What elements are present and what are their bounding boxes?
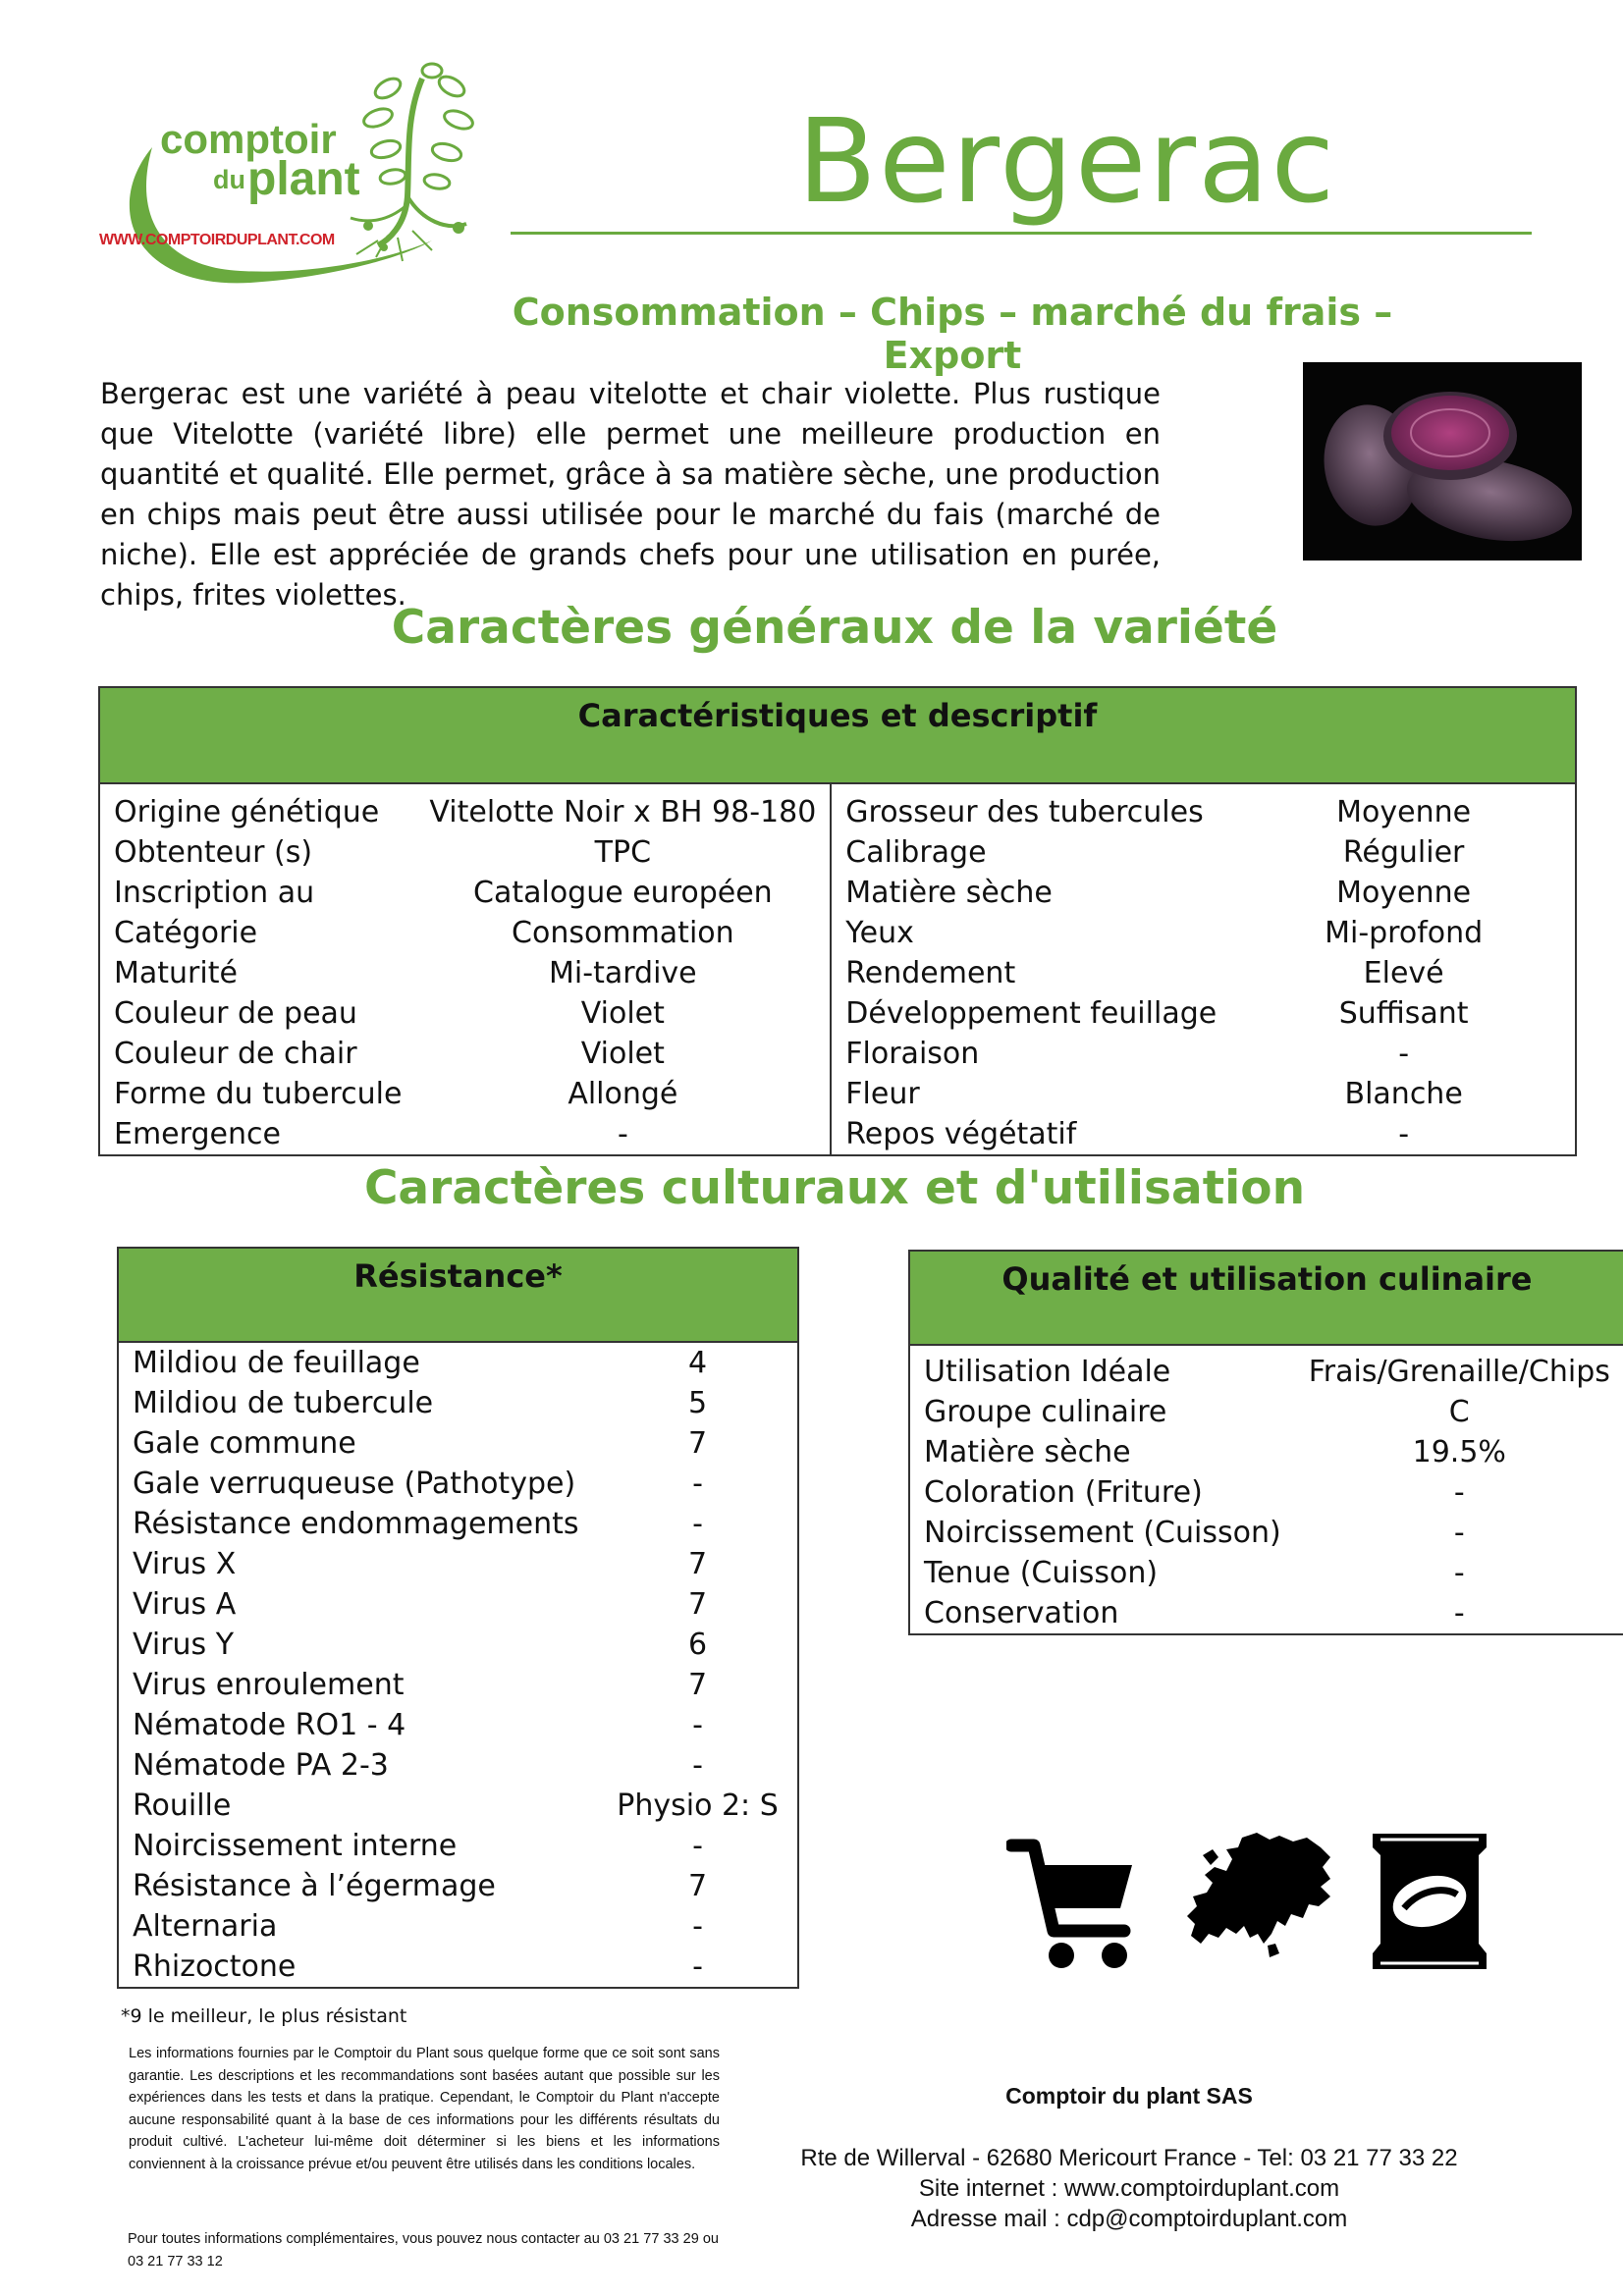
table-cell: - <box>692 1467 703 1501</box>
table-cell: - <box>1398 1117 1410 1151</box>
table-cell: Calibrage <box>845 835 987 870</box>
table-cell: - <box>1453 1596 1465 1630</box>
table-row <box>99 1074 1576 1114</box>
table-row <box>909 1513 1623 1553</box>
table-cell: Suffisant <box>1338 996 1469 1031</box>
table-cell: Floraison <box>845 1037 980 1071</box>
table-row <box>909 1345 1623 1392</box>
table-row <box>118 1906 798 1947</box>
table-cell: 7 <box>687 1547 708 1581</box>
company-email: Adresse mail : cdp@comptoirduplant.com <box>910 2206 1348 2232</box>
table-cell: Yeux <box>845 916 914 950</box>
table-row <box>118 1625 798 1665</box>
table-cell: Matière sèche <box>845 876 1053 910</box>
resistance-table-header: Résistance* <box>118 1248 798 1342</box>
table-row <box>99 1034 1576 1074</box>
table-cell: Coloration (Friture) <box>924 1475 1203 1510</box>
table-row <box>118 1947 798 1988</box>
table-cell: Rhizoctone <box>133 1949 297 1984</box>
intro-paragraph: Bergerac est une variété à peau vitelotte et chair violette. Plus rustique que Vitelotte (variété libre) elle permet une meilleure production en quantité et qualité. Elle permet, grâce à sa matière sèche, une production en chips mais peut être aussi utilisée pour le marché du fais (marché de niche). Elle est appréciée de grands chefs pour une utilisation en purée, chips, frites violettes. <box>100 377 1161 612</box>
table-cell: Résistance endommagements <box>133 1507 579 1541</box>
table-cell: Moyenne <box>1336 795 1472 829</box>
table-cell: Fleur <box>845 1077 920 1111</box>
table-cell: Inscription au <box>114 876 315 910</box>
table-cell: Régulier <box>1342 835 1465 870</box>
table-cell: 7 <box>687 1426 708 1461</box>
logo-word-du: du <box>213 165 245 194</box>
table-row <box>118 1504 798 1544</box>
table-cell: TPC <box>415 832 831 873</box>
table-row <box>118 1745 798 1786</box>
table-cell: Physio 2: S <box>617 1789 779 1823</box>
table-cell: Conservation <box>924 1596 1119 1630</box>
potato-photo <box>1303 362 1582 561</box>
table-row <box>118 1544 798 1584</box>
table-row <box>99 1114 1576 1155</box>
table-cell: Consommation <box>415 913 831 953</box>
contact-note: Pour toutes informations complémentaires, vous pouvez nous contacter au 03 21 77 33 29 ou 03 21 77 33 12 <box>128 2231 719 2269</box>
table-cell: Emergence <box>114 1117 281 1151</box>
table-cell: Maturité <box>114 956 238 990</box>
quality-table-header: Qualité et utilisation culinaire <box>909 1251 1623 1345</box>
table-cell: Couleur de chair <box>114 1037 357 1071</box>
table-cell: Virus Y <box>133 1628 235 1662</box>
section-cultural-title: Caractères culturaux et d'utilisation <box>363 1161 1306 1215</box>
table-cell: Alternaria <box>133 1909 278 1944</box>
table-row <box>118 1584 798 1625</box>
table-cell: Noircissement interne <box>133 1829 458 1863</box>
table-cell: - <box>692 1748 703 1783</box>
table-cell: Obtenteur (s) <box>114 835 313 870</box>
company-name: Comptoir du plant SAS <box>1005 2083 1253 2109</box>
table-cell: Elevé <box>1363 956 1444 990</box>
table-row <box>909 1553 1623 1593</box>
table-cell: Virus enroulement <box>133 1668 405 1702</box>
table-cell: Repos végétatif <box>845 1117 1077 1151</box>
table-cell: Violet <box>415 993 831 1034</box>
table-cell: 4 <box>687 1346 708 1380</box>
table-row <box>99 953 1576 993</box>
table-cell: Virus A <box>133 1587 237 1622</box>
table-cell: - <box>1398 1037 1410 1071</box>
table-cell: - <box>692 1949 703 1984</box>
logo <box>93 59 506 294</box>
table-cell: Mi-tardive <box>415 953 831 993</box>
general-characteristics-table <box>98 686 1577 1156</box>
company-website: Site internet : www.comptoirduplant.com <box>918 2175 1340 2202</box>
table-cell: - <box>692 1708 703 1742</box>
logo-word-comptoir: comptoir <box>160 116 337 162</box>
table-row <box>909 1593 1623 1634</box>
table-cell: Moyenne <box>1336 876 1472 910</box>
table-cell: Blanche <box>1344 1077 1463 1111</box>
table-row <box>118 1423 798 1464</box>
table-cell: 19.5% <box>1412 1435 1506 1469</box>
table-row <box>99 913 1576 953</box>
logo-url: WWW.COMPTOIRDUPLANT.COM <box>99 232 335 248</box>
table-cell: Nématode PA 2-3 <box>133 1748 389 1783</box>
table-cell: Mildiou de tubercule <box>133 1386 434 1420</box>
resistance-table <box>117 1247 799 1989</box>
table-cell: - <box>692 1909 703 1944</box>
table-cell: Origine génétique <box>114 795 380 829</box>
table-row <box>118 1464 798 1504</box>
table-cell: 6 <box>687 1628 708 1662</box>
shopping-cart-icon <box>1006 1828 1139 1975</box>
table-row <box>118 1705 798 1745</box>
general-table-header: Caractéristiques et descriptif <box>99 687 1576 783</box>
table-cell: 5 <box>687 1386 708 1420</box>
table-cell: Matière sèche <box>924 1435 1131 1469</box>
table-cell: - <box>1453 1475 1465 1510</box>
table-row <box>99 783 1576 832</box>
table-row <box>99 993 1576 1034</box>
table-cell: Mildiou de feuillage <box>133 1346 420 1380</box>
resistance-footnote: *9 le meilleur, le plus résistant <box>121 2005 407 2027</box>
table-cell: 7 <box>687 1587 708 1622</box>
table-cell: Catalogue européen <box>415 873 831 913</box>
table-cell: Violet <box>415 1034 831 1074</box>
table-cell: - <box>1453 1556 1465 1590</box>
table-row <box>118 1826 798 1866</box>
table-cell: Virus X <box>133 1547 237 1581</box>
table-cell: - <box>692 1829 703 1863</box>
table-row <box>118 1342 798 1383</box>
table-cell: Couleur de peau <box>114 996 357 1031</box>
table-row <box>909 1432 1623 1472</box>
table-cell: C <box>1448 1395 1470 1429</box>
table-cell: Rendement <box>845 956 1016 990</box>
table-cell: - <box>692 1507 703 1541</box>
title-rule <box>511 232 1532 235</box>
table-cell: Tenue (Cuisson) <box>924 1556 1159 1590</box>
company-contact <box>766 2143 1492 2234</box>
table-cell: Utilisation Idéale <box>924 1355 1171 1389</box>
table-cell: Catégorie <box>114 916 258 950</box>
table-cell: Grosseur des tubercules <box>845 795 1204 829</box>
table-row <box>118 1786 798 1826</box>
europe-map-icon <box>1183 1828 1335 1975</box>
table-cell: Gale commune <box>133 1426 356 1461</box>
table-cell: Mi-profond <box>1325 916 1484 950</box>
table-cell: Nématode RO1 - 4 <box>133 1708 406 1742</box>
table-cell: Vitelotte Noir x BH 98-180 <box>415 783 831 832</box>
section-general-title: Caractères généraux de la variété <box>391 601 1278 655</box>
table-cell: Forme du tubercule <box>114 1077 403 1111</box>
table-cell: Groupe culinaire <box>924 1395 1167 1429</box>
table-cell: 7 <box>687 1869 708 1903</box>
quality-table <box>908 1250 1623 1635</box>
table-cell: Gale verruqueuse (Pathotype) <box>133 1467 576 1501</box>
table-cell: - <box>415 1114 831 1155</box>
table-cell: Noircissement (Cuisson) <box>924 1516 1281 1550</box>
table-cell: Frais/Grenaille/Chips <box>1308 1355 1610 1389</box>
table-row <box>118 1866 798 1906</box>
page-subtitle: Consommation – Chips – marché du frais – Export <box>512 291 1393 377</box>
table-cell: Rouille <box>133 1789 232 1823</box>
table-cell: - <box>1453 1516 1465 1550</box>
company-address: Rte de Willerval - 62680 Mericourt France - Tel: 03 21 77 33 22 <box>800 2145 1458 2171</box>
disclaimer-text: Les informations fournies par le Comptoir du Plant sous quelque forme que ce soit sont sans garantie. Les descriptions et les recommandations sont basées autant que possible sur les expériences dans les tests et dans la pratique. Cependant, le Comptoir du Plant n'accepte aucune responsabilité quant à la base de ces informations pour les différents résultats du produit cultivé. L'acheteur lui-même doit déterminer si les biens et les informations conviennent à la croissance prévue et/ou peuvent être utilisés dans les conditions locales. <box>129 2046 720 2172</box>
table-row <box>909 1392 1623 1432</box>
table-row <box>118 1383 798 1423</box>
table-cell: Résistance à l’égermage <box>133 1869 496 1903</box>
chips-bag-icon <box>1367 1828 1492 1975</box>
table-cell: 7 <box>687 1668 708 1702</box>
table-row <box>909 1472 1623 1513</box>
logo-word-plant: plant <box>247 153 360 205</box>
potato-image-icon <box>1303 362 1582 561</box>
table-cell: Développement feuillage <box>845 996 1217 1031</box>
table-row <box>118 1665 798 1705</box>
table-row <box>99 873 1576 913</box>
table-cell: Allongé <box>415 1074 831 1114</box>
table-row <box>99 832 1576 873</box>
page-title: Bergerac <box>797 93 1337 229</box>
